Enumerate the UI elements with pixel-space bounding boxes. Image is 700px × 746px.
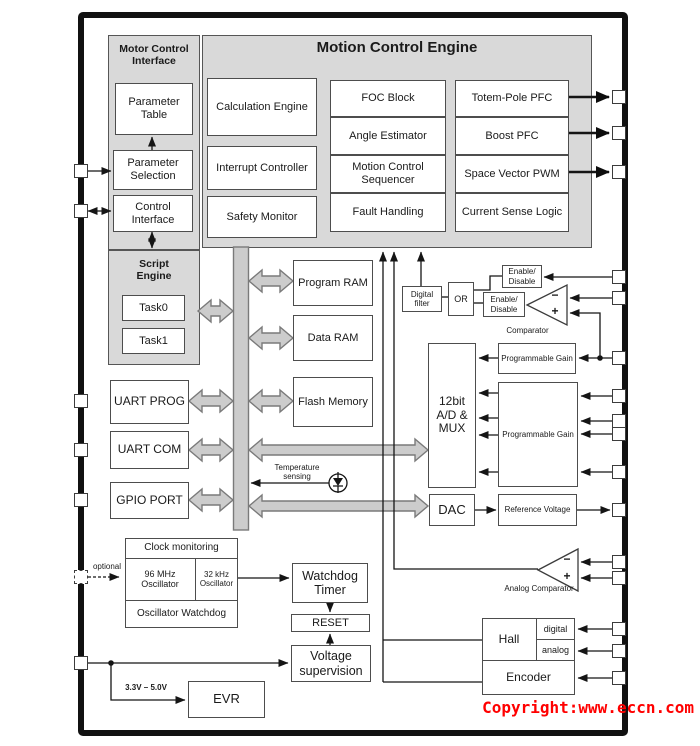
parameter-selection-block: Parameter Selection <box>113 150 193 190</box>
uart-com-block: UART COM <box>110 431 189 469</box>
bus-arrow-adc <box>249 439 428 461</box>
task1-block: Task1 <box>122 328 185 354</box>
pin-pad-right-10 <box>612 465 626 479</box>
pin-pad-left-5 <box>74 493 88 507</box>
analog-comparator-plus-sign: + <box>563 569 571 584</box>
angle-estimator-block: Angle Estimator <box>330 117 446 155</box>
pin-pad-left-1 <box>74 164 88 178</box>
bus-arrow-uart-prog <box>189 390 233 412</box>
watchdog-timer-block: Watchdog Timer <box>292 563 368 603</box>
safety-monitor-block: Safety Monitor <box>207 196 317 238</box>
hall-digital-cell: digital <box>536 618 575 640</box>
pin-pad-right-12 <box>612 555 626 569</box>
pin-pad-optional <box>74 570 88 584</box>
system-bus <box>234 247 249 530</box>
control-interface-block: Control Interface <box>113 195 193 232</box>
enable-disable-bottom-block: Enable/ Disable <box>483 292 525 317</box>
data-ram-block: Data RAM <box>293 315 373 361</box>
reference-voltage-block: Reference Voltage <box>498 494 577 526</box>
voltage-supervision-block: Voltage supervision <box>291 645 371 682</box>
fault-handling-block: Fault Handling <box>330 193 446 232</box>
motion-control-sequencer-block: Motion Control Sequencer <box>330 155 446 193</box>
pin-pad-right-7 <box>612 389 626 403</box>
pin-pad-left-3 <box>74 394 88 408</box>
pin-pad-right-2 <box>612 126 626 140</box>
temperature-sensing-label: Temperature sensing <box>274 462 320 481</box>
program-ram-block: Program RAM <box>293 260 373 306</box>
evr-block: EVR <box>188 681 265 718</box>
bus-arrow-dac <box>249 495 428 517</box>
bus-arrow-data-ram <box>249 327 293 349</box>
script-engine-title: Script Engine <box>136 257 172 282</box>
copyright-watermark: Copyright:www.eccn.com <box>482 698 694 717</box>
bus-arrow-flash <box>249 390 293 412</box>
pin-pad-left-4 <box>74 443 88 457</box>
pin-pad-right-14 <box>612 622 626 636</box>
optional-label: optional <box>92 561 122 571</box>
clock-monitoring-label: Clock monitoring <box>144 542 219 554</box>
comparator-plus-sign: + <box>551 304 559 319</box>
bus-arrow-program-ram <box>249 270 293 292</box>
bus-arrow-uart-com <box>189 439 233 461</box>
digital-filter-block: Digital filter <box>402 286 442 312</box>
reset-block: RESET <box>291 614 370 632</box>
or-gate-block: OR <box>448 282 474 316</box>
programmable-gain-top-block: Programmable Gain <box>498 343 576 374</box>
comparator-label: Comparator <box>506 325 549 335</box>
pin-pad-right-8 <box>612 414 626 428</box>
pin-pad-left-2 <box>74 204 88 218</box>
parameter-table-block: Parameter Table <box>115 83 193 135</box>
pwm-output-wires <box>569 97 609 172</box>
hall-label: Hall <box>498 632 520 647</box>
interrupt-controller-block: Interrupt Controller <box>207 146 317 190</box>
pin-pad-right-5 <box>612 291 626 305</box>
pin-pad-right-4 <box>612 270 626 284</box>
current-sense-logic-block: Current Sense Logic <box>455 193 569 232</box>
pin-pad-right-6 <box>612 351 626 365</box>
pin-pad-right-13 <box>612 571 626 585</box>
mce-title: Motion Control Engine <box>316 39 478 57</box>
pin-pad-right-16 <box>612 671 626 685</box>
bus-arrow-script <box>198 300 233 322</box>
osc-96mhz-label: 96 MHz Oscillator <box>141 568 179 589</box>
totem-pole-pfc-block: Totem-Pole PFC <box>455 80 569 117</box>
hall-analog-cell: analog <box>536 639 575 661</box>
adc-mux-block: 12bit A/D & MUX <box>428 343 476 488</box>
uart-prog-block: UART PROG <box>110 380 189 424</box>
temperature-diode-icon <box>329 472 347 493</box>
mci-title: Motor Control Interface <box>119 42 189 67</box>
oscillator-watchdog-label: Oscillator Watchdog <box>136 608 227 620</box>
pin-pad-right-1 <box>612 90 626 104</box>
space-vector-pwm-block: Space Vector PWM <box>455 155 569 193</box>
bus-arrow-gpio <box>189 489 233 511</box>
osc-32khz-label: 32 kHz Oscillator <box>199 569 234 588</box>
dac-block: DAC <box>429 494 475 526</box>
pin-pad-right-15 <box>612 644 626 658</box>
pin-pad-power <box>74 656 88 670</box>
flash-memory-block: Flash Memory <box>293 377 373 427</box>
programmable-gain-bottom-block: Programmable Gain <box>498 382 578 487</box>
pin-pad-right-11 <box>612 503 626 517</box>
foc-block: FOC Block <box>330 80 446 117</box>
calculation-engine-block: Calculation Engine <box>207 78 317 136</box>
task0-block: Task0 <box>122 295 185 321</box>
boost-pfc-block: Boost PFC <box>455 117 569 155</box>
analog-comparator-label: Analog Comparator <box>504 584 574 594</box>
enable-disable-top-block: Enable/ Disable <box>502 265 542 288</box>
analog-comparator-minus-sign: − <box>563 552 571 567</box>
pin-pad-right-3 <box>612 165 626 179</box>
comparator-minus-sign: − <box>551 288 559 303</box>
voltage-range-label: 3.3V – 5.0V <box>125 682 167 692</box>
gpio-port-block: GPIO PORT <box>110 482 189 519</box>
encoder-label: Encoder <box>506 669 551 684</box>
pin-pad-right-9 <box>612 427 626 441</box>
